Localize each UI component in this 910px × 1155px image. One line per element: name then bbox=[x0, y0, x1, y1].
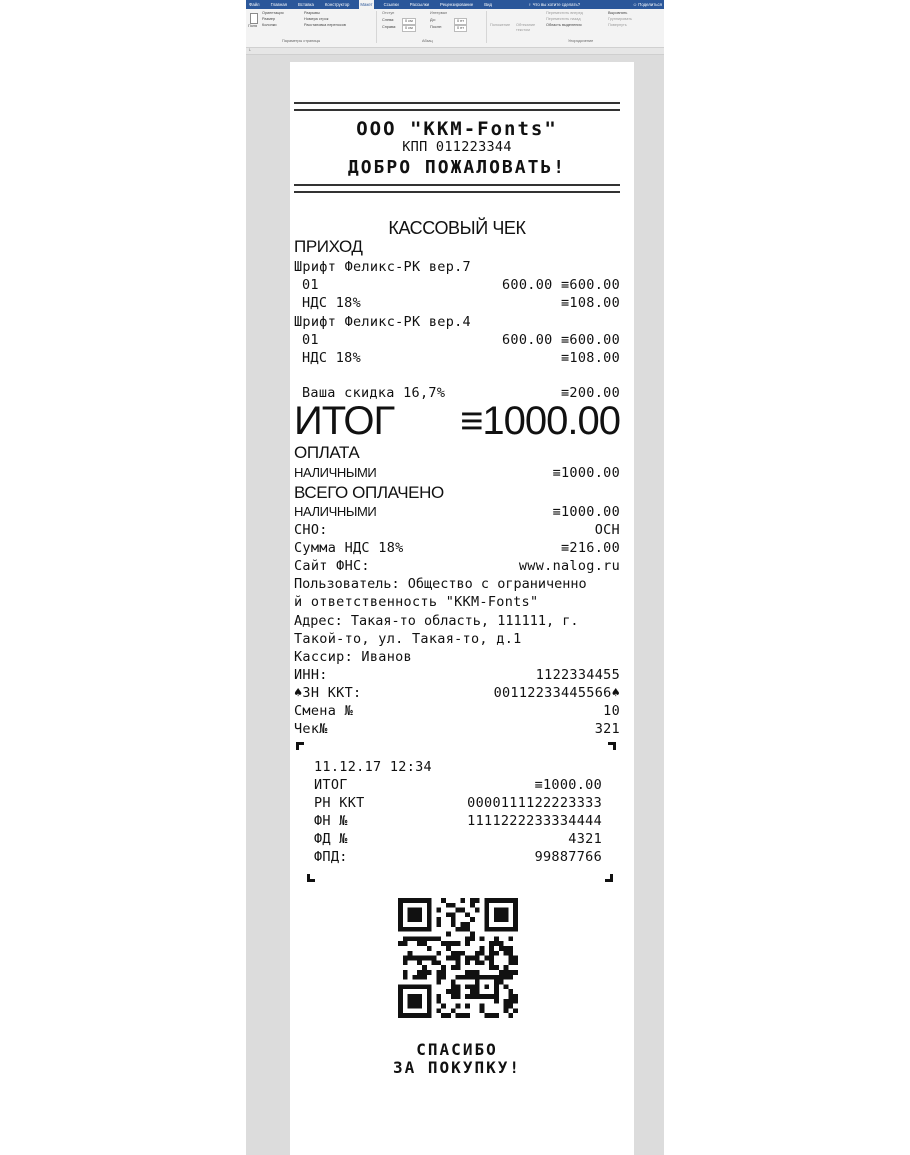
total-paid-title: ВСЕГО ОПЛАЧЕНО bbox=[294, 483, 444, 502]
sno-row bbox=[294, 521, 620, 539]
breaks-button[interactable]: Разрывы bbox=[304, 11, 320, 15]
total-row bbox=[294, 398, 620, 444]
fiscal-rn-label: РН ККТ bbox=[314, 795, 365, 811]
hyphenation-button[interactable]: Расстановка переносов bbox=[304, 23, 346, 27]
share-label: Поделиться bbox=[638, 2, 662, 7]
check-label: Чек№ bbox=[294, 721, 328, 737]
tab-layout[interactable]: Макет bbox=[360, 2, 373, 7]
send-backward-button[interactable]: Переместить назад bbox=[546, 17, 581, 21]
user-line-1: Пользователь: Общество с ограниченно bbox=[294, 576, 587, 592]
doc-title: КАССОВЫЙ ЧЕК bbox=[388, 218, 526, 238]
item-2-name: Шрифт Феликс-РК вер.4 bbox=[294, 314, 471, 330]
shift-label: Смена № bbox=[294, 703, 353, 719]
address-line-1: Адрес: Такая-то область, 111111, г. bbox=[294, 613, 579, 629]
receipt-page bbox=[290, 62, 634, 1155]
payment-title: ОПЛАТА bbox=[294, 443, 360, 462]
ribbon-separator bbox=[486, 11, 487, 43]
arrange-group-label: Упорядочение bbox=[568, 39, 594, 43]
kpp-line: КПП 011223344 bbox=[402, 139, 512, 155]
ruler[interactable] bbox=[246, 48, 664, 55]
group-button[interactable]: Группировать bbox=[608, 17, 632, 21]
line-numbers-button[interactable]: Номера строк bbox=[304, 17, 329, 21]
tab-insert[interactable]: Вставка bbox=[297, 2, 314, 7]
indent-label: Отступ bbox=[382, 11, 395, 15]
tell-me-box[interactable] bbox=[528, 0, 580, 9]
tab-design[interactable]: Конструктор bbox=[324, 2, 350, 7]
check-row bbox=[294, 720, 620, 738]
selection-pane-button[interactable]: Область выделения bbox=[546, 23, 582, 27]
item-2-vat-row bbox=[294, 349, 620, 367]
ribbon-separator bbox=[376, 11, 377, 43]
fiscal-fd-label: ФД № bbox=[314, 831, 348, 847]
ribbon-layout bbox=[246, 9, 664, 48]
item-2-sum: ≡600.00 bbox=[561, 332, 620, 348]
address-line-2: Такой-то, ул. Такая-то, д.1 bbox=[294, 631, 522, 647]
spacing-before-input[interactable]: 0 пт bbox=[454, 18, 467, 25]
spacing-before-label: До: bbox=[430, 18, 436, 22]
fiscal-fpd-row bbox=[314, 848, 602, 866]
item-1-price: 600.00 bbox=[501, 277, 553, 293]
item-1-qty: 01 bbox=[302, 277, 319, 293]
welcome-line: ДОБРО ПОЖАЛОВАТЬ! bbox=[347, 157, 567, 178]
cash-value: ≡1000.00 bbox=[552, 465, 620, 481]
margins-icon[interactable] bbox=[250, 13, 258, 24]
tell-me-text: Что вы хотите сделать? bbox=[532, 2, 581, 7]
rotate-button[interactable]: Повернуть bbox=[608, 23, 627, 27]
fiscal-fd-row bbox=[314, 830, 602, 848]
fiscal-fd-value: 4321 bbox=[568, 831, 602, 847]
item-2-price: 600.00 bbox=[501, 332, 553, 348]
spacing-label: Интервал bbox=[430, 11, 448, 15]
lightbulb-icon: ♀ bbox=[528, 2, 532, 7]
item-1-vat-row bbox=[294, 294, 620, 312]
inn-value: 1122334455 bbox=[535, 667, 620, 683]
fiscal-fpd-value: 99887766 bbox=[534, 849, 602, 865]
fns-site-label: Сайт ФНС: bbox=[294, 558, 370, 574]
total-label: ИТОГ bbox=[294, 399, 395, 443]
vat-sum-value: ≡216.00 bbox=[561, 540, 620, 556]
item-1-row bbox=[294, 276, 620, 294]
fiscal-fn-value: 1111222233334444 bbox=[467, 813, 602, 829]
item-2-vat-sum: ≡108.00 bbox=[561, 350, 620, 366]
inn-label: ИНН: bbox=[294, 667, 328, 683]
tab-file[interactable]: Файл bbox=[249, 2, 260, 7]
align-button[interactable]: Выровнять bbox=[608, 11, 628, 15]
item-1-vat-label: НДС 18% bbox=[302, 295, 361, 311]
margins-button[interactable]: Поля bbox=[248, 24, 258, 28]
person-icon: ☺ bbox=[632, 2, 638, 7]
thanks-line-2: ЗА ПОКУПКУ! bbox=[393, 1058, 521, 1077]
sno-value: ОСН bbox=[594, 522, 620, 538]
zn-kkt-value: 00112233445566♠ bbox=[493, 685, 620, 701]
total-value: ≡1000.00 bbox=[460, 399, 620, 443]
tab-mailings[interactable]: Рассылки bbox=[409, 2, 430, 7]
fiscal-total-label: ИТОГ bbox=[314, 777, 348, 793]
indent-left-label: Слева: bbox=[382, 18, 395, 22]
item-1-sum: ≡600.00 bbox=[561, 277, 620, 293]
item-2-qty: 01 bbox=[302, 332, 319, 348]
top-divider-1 bbox=[294, 102, 620, 111]
operation-type: ПРИХОД bbox=[294, 237, 363, 256]
fiscal-rn-row bbox=[314, 794, 602, 812]
discount-value: ≡200.00 bbox=[561, 385, 620, 401]
columns-button[interactable]: Колонки bbox=[262, 23, 277, 27]
sno-label: СНО: bbox=[294, 522, 328, 538]
item-2-vat-label: НДС 18% bbox=[302, 350, 361, 366]
fiscal-total-value: ≡1000.00 bbox=[534, 777, 602, 793]
corner-bottom-left-icon bbox=[307, 874, 315, 882]
page-setup-group-label: Параметры страницы bbox=[282, 39, 321, 43]
item-1-vat-sum: ≡108.00 bbox=[561, 295, 620, 311]
zn-kkt-row bbox=[294, 684, 620, 702]
tab-references[interactable]: Ссылки bbox=[383, 2, 399, 7]
orientation-button[interactable]: Ориентация bbox=[262, 11, 284, 15]
paid-cash-value: ≡1000.00 bbox=[552, 504, 620, 520]
paid-cash-label: НАЛИЧНЫМИ bbox=[294, 504, 377, 519]
thanks-line-1: СПАСИБО bbox=[416, 1040, 498, 1059]
spacing-after-input[interactable]: 0 пт bbox=[454, 25, 467, 32]
paid-cash-row bbox=[294, 503, 620, 521]
corner-bottom-right-icon bbox=[605, 874, 613, 882]
discount-label: Ваша скидка 16,7% bbox=[302, 385, 446, 401]
fiscal-fn-row bbox=[314, 812, 602, 830]
fns-site-row bbox=[294, 557, 620, 575]
wrap-text-button[interactable]: Обтекание текстом bbox=[516, 23, 536, 32]
top-divider-2 bbox=[294, 184, 620, 193]
tab-home[interactable]: Главная bbox=[270, 2, 287, 7]
fiscal-fn-label: ФН № bbox=[314, 813, 348, 829]
vat-sum-label: Сумма НДС 18% bbox=[294, 540, 404, 556]
vat-sum-row bbox=[294, 539, 620, 557]
shift-value: 10 bbox=[603, 703, 620, 719]
qr-code-icon bbox=[398, 897, 518, 1019]
tab-review[interactable]: Рецензирование bbox=[440, 2, 474, 7]
cash-row bbox=[294, 464, 620, 482]
indent-right-label: Справа: bbox=[382, 25, 397, 29]
inn-row bbox=[294, 666, 620, 684]
ribbon-tab-bar bbox=[246, 0, 664, 9]
cashier-line: Кассир: Иванов bbox=[294, 649, 412, 665]
fiscal-rn-value: 0000111122223333 bbox=[467, 795, 602, 811]
corner-top-right-icon bbox=[608, 742, 616, 750]
bring-forward-button[interactable]: Переместить вперед bbox=[546, 11, 583, 15]
position-button[interactable]: Положение bbox=[490, 23, 511, 27]
zn-kkt-label: ♠ЗН ККТ: bbox=[294, 685, 362, 701]
spacing-after-label: После: bbox=[430, 25, 443, 29]
item-2-row bbox=[294, 331, 620, 349]
fns-site-value: www.nalog.ru bbox=[518, 558, 620, 574]
indent-right-input[interactable]: 0 см bbox=[402, 25, 416, 32]
size-button[interactable]: Размер bbox=[262, 17, 276, 21]
fiscal-fpd-label: ФПД: bbox=[314, 849, 348, 865]
paragraph-group-label: Абзац bbox=[422, 39, 433, 43]
corner-top-left-icon bbox=[296, 742, 304, 750]
tab-view[interactable]: Вид bbox=[484, 2, 492, 7]
user-line-2: й ответственность "KKM-Fonts" bbox=[294, 594, 539, 610]
tab-stop-icon[interactable]: └ bbox=[248, 48, 251, 53]
item-1-name: Шрифт Феликс-РК вер.7 bbox=[294, 259, 471, 275]
share-button[interactable] bbox=[633, 0, 662, 9]
cash-label: НАЛИЧНЫМИ bbox=[294, 465, 377, 480]
company-header: ООО "KKM-Fonts" bbox=[356, 118, 558, 140]
check-value: 321 bbox=[594, 721, 620, 737]
shift-row bbox=[294, 702, 620, 720]
fiscal-total-row bbox=[314, 776, 602, 794]
indent-left-input[interactable]: 0 см bbox=[402, 18, 416, 25]
fiscal-datetime: 11.12.17 12:34 bbox=[314, 759, 432, 775]
